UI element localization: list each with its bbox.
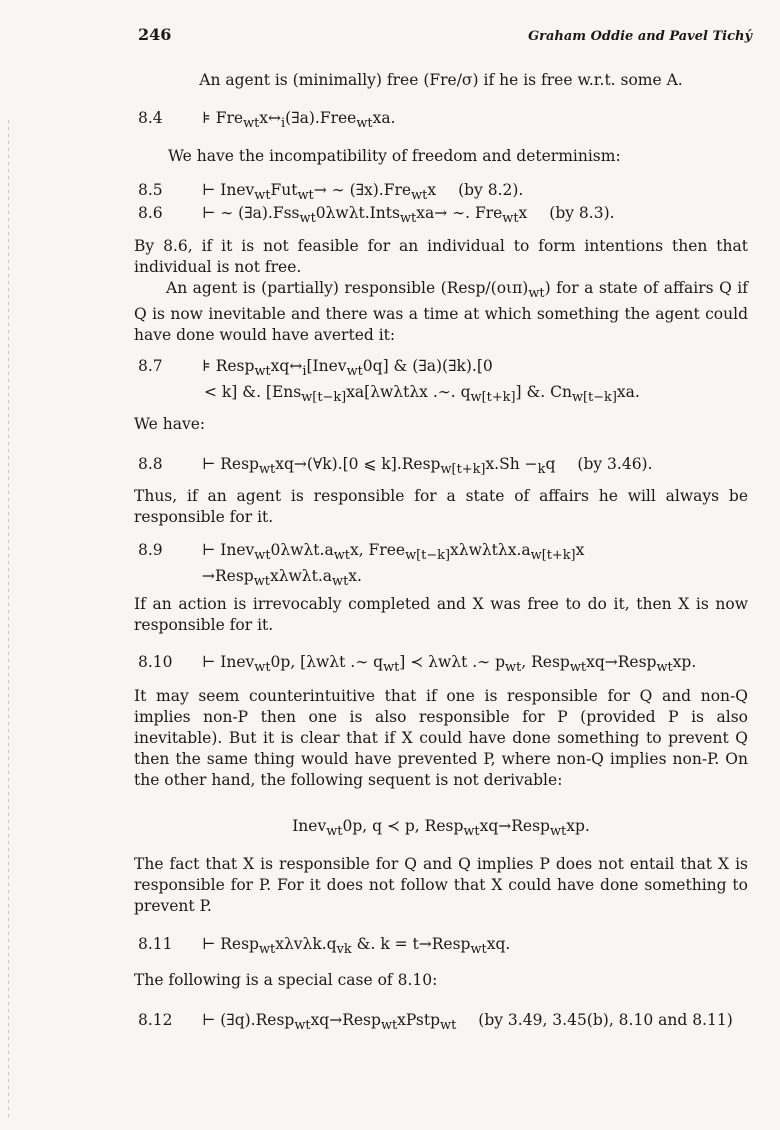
- scan-margin: [8, 120, 9, 1120]
- centered-sequent: Inev$_{wt}$0p, q ≺ p, Resp$_{wt}$xq→Resp$_{wt}$xp.: [292, 817, 590, 840]
- formula-number: 8.4: [138, 109, 163, 127]
- formula-number: 8.7: [138, 357, 163, 375]
- paragraph: The following is a special case of 8.10:: [134, 971, 438, 989]
- running-head: Graham Oddie and Pavel Tichý: [528, 29, 752, 44]
- paragraph: An agent is (partially) responsible $(Resp/(o\iota\pi)_{wt})$ for a state of affairs Q if Q is now inevitable and there was a time at which something the agent could have done would have averted it:: [134, 279, 748, 345]
- formula-reference: (by 3.49, 3.45(b), 8.10 and 8.11): [478, 1011, 733, 1029]
- formula-line: ⊢ Resp$_{wt}$xq→(∀k).[0 ⩽ k].Resp$_{w[t+k]}$x.Sh $-_kq$: [202, 455, 556, 478]
- formula-line: ⊢ $Inev_{wt}0\lambda w\lambda t.a_{wt}x$, $Free_{w[t-k]}x\lambda w\lambda t\lambda x.a_{w[t+k]}x$: [202, 541, 585, 564]
- formula-line: < k] &. [Ens$_{w[t-k]}$xa[λwλtλx .∼. $q_{w[t+k]}$] &. $Cn_{w[t-k]}xa$.: [204, 383, 640, 406]
- formula-line: $\to Resp_{wt}x\lambda w\lambda t.a_{wt}x$.: [202, 567, 362, 590]
- page-header: [138, 24, 752, 46]
- formula-line: ⊢ ∼ (∃a).Fss$_{wt}$0λwλt.Ints$_{wt}$xa→ ∼. Fre$_{wt}$x: [202, 204, 528, 227]
- paragraph: The fact that X is responsible for Q and Q implies P does not entail that X is responsible for P. For it does not follow that X could have done something to prevent P.: [134, 855, 748, 915]
- paragraph: Thus, if an agent is responsible for a state of affairs he will always be responsible for it.: [134, 487, 748, 526]
- formula-number: 8.8: [138, 455, 163, 473]
- paragraph: If an action is irrevocably completed and X was free to do it, then X is now responsible for it.: [134, 595, 748, 634]
- formula-number: 8.10: [138, 653, 173, 671]
- formula-number: 8.6: [138, 204, 163, 222]
- formula-number: 8.9: [138, 541, 163, 559]
- paragraph: An agent is (minimally) free (Fre/σ) if he is free w.r.t. some A.: [199, 71, 683, 89]
- formula-reference: (by 3.46).: [577, 455, 653, 473]
- formula-line: ⊧ $Fre_{wt}x\leftrightarrow_i(\exists a).Free_{wt}xa$.: [202, 109, 396, 132]
- formula-line: ⊢ Inev$_{wt}$Fut$_{wt}$→ ∼ (∃x).Fre$_{wt}$x: [202, 181, 437, 204]
- formula-line: ⊢ Inev$_{wt}$0p, [λwλt .∼ $q_{wt}$] ≺ λwλt .∼ $p_{wt}$, Resp$_{wt}$xq→Resp$_{wt}$xp.: [202, 653, 697, 676]
- formula-number: 8.11: [138, 935, 173, 953]
- paragraph: We have:: [134, 415, 206, 433]
- formula-line: ⊧ $Resp_{wt}xq\leftrightarrow_i[Inev_{wt}0q]$ & (∃a)(∃k).[0: [202, 357, 493, 380]
- paragraph: By 8.6, if it is not feasible for an individual to form intentions then that individual is not free.: [134, 237, 748, 276]
- formula-reference: (by 8.3).: [549, 204, 615, 222]
- formula-reference: (by 8.2).: [458, 181, 524, 199]
- paragraph: We have the incompatibility of freedom and determinism:: [168, 147, 621, 165]
- page-number: 246: [138, 25, 172, 44]
- paragraph: It may seem counterintuitive that if one is responsible for Q and non-Q implies non-P then one is also responsible for P (provided P is also inevitable). But it is clear that if X could have done something to prevent Q then the same thing would have prevented P, where non-Q implies non-P. On the other hand, the following sequent is not derivable:: [134, 687, 748, 789]
- formula-number: 8.12: [138, 1011, 173, 1029]
- formula-number: 8.5: [138, 181, 163, 199]
- formula-line: ⊢ (∃q).Resp$_{wt}$xq→Resp$_{wt}$xPstp$_{wt}$: [202, 1011, 457, 1034]
- formula-line: ⊢ $Resp_{wt}x\lambda v\lambda k.q_{vk}$ &. k = t→Resp$_{wt}$xq.: [202, 935, 511, 958]
